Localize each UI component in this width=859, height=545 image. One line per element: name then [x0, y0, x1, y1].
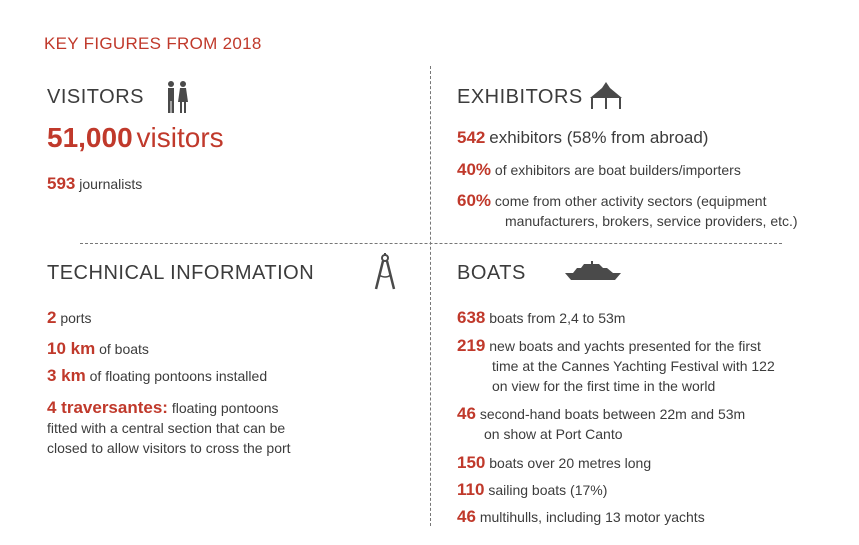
exhibitors-row-2 — [457, 160, 741, 180]
new-boats-label-a: new boats and yachts presented for the first — [489, 338, 761, 354]
sailing-boats-number: 110 — [457, 480, 485, 499]
visitors-main — [47, 122, 224, 153]
compass-icon — [373, 253, 397, 291]
boats-total-number: 638 — [457, 308, 486, 327]
technical-row-1 — [47, 308, 91, 328]
new-boats-label-b: time at the Cannes Yachting Festival with 122 — [492, 358, 775, 374]
exhibitors-other-label-a: come from other activity sectors (equipment — [494, 193, 767, 209]
exhibitors-other-pct: 60% — [457, 191, 492, 210]
exhibitors-builders-label: of exhibitors are boat builders/importers — [494, 162, 741, 178]
ports-number: 2 — [47, 308, 57, 327]
multihulls-label: multihulls, including 13 motor yachts — [479, 509, 705, 525]
secondhand-label-a: second-hand boats between 22m and 53m — [479, 406, 746, 422]
boats-km-label: of boats — [99, 341, 149, 357]
traversantes-label-b: fitted with a central section that can be — [47, 420, 286, 436]
traversantes-label-c: closed to allow visitors to cross the port — [47, 440, 291, 456]
technical-row-4 — [47, 398, 291, 458]
boats-row-2 — [457, 336, 775, 396]
traversantes-label-a: floating pontoons — [171, 400, 279, 416]
boats-km-number: 10 km — [47, 339, 96, 358]
exhibitors-other-label-b: manufacturers, brokers, service providers, etc.) — [505, 213, 798, 229]
exhibitors-title: EXHIBITORS — [457, 86, 583, 108]
journalists-number: 593 — [47, 174, 76, 193]
boats-total-label: boats from 2,4 to 53m — [489, 310, 626, 326]
technical-row-3 — [47, 366, 267, 386]
exhibitors-count: 542 — [457, 128, 486, 147]
visitors-label: visitors — [136, 122, 224, 153]
horizontal-divider — [80, 243, 782, 244]
pontoons-km-label: of floating pontoons installed — [89, 368, 268, 384]
multihulls-number: 46 — [457, 507, 476, 526]
boats-row-5 — [457, 480, 607, 500]
new-boats-number: 219 — [457, 336, 486, 355]
ports-label: ports — [60, 310, 92, 326]
pontoons-km-number: 3 km — [47, 366, 86, 385]
exhibitors-row-3 — [457, 191, 798, 231]
boats-row-6 — [457, 507, 705, 527]
secondhand-number: 46 — [457, 404, 476, 423]
exhibitors-builders-pct: 40% — [457, 160, 492, 179]
sailing-boats-label: sailing boats (17%) — [488, 482, 608, 498]
boats-row-1 — [457, 308, 625, 328]
visitors-title: VISITORS — [47, 86, 144, 108]
secondhand-label-b: on show at Port Canto — [484, 426, 623, 442]
journalists-label: journalists — [79, 176, 143, 192]
new-boats-label-c: on view for the first time in the world — [492, 378, 716, 394]
boats-row-4 — [457, 453, 651, 473]
vertical-divider — [430, 66, 431, 526]
tent-icon — [588, 82, 624, 110]
journalists-row — [47, 174, 142, 194]
exhibitors-row-1 — [457, 128, 708, 148]
page-title: KEY FIGURES FROM 2018 — [44, 34, 262, 53]
technical-row-2 — [47, 339, 149, 359]
large-boats-number: 150 — [457, 453, 486, 472]
yacht-icon — [563, 261, 623, 281]
boats-row-3 — [457, 404, 745, 444]
technical-title: TECHNICAL INFORMATION — [47, 262, 315, 284]
large-boats-label: boats over 20 metres long — [489, 455, 652, 471]
boats-title: BOATS — [457, 262, 526, 284]
exhibitors-count-label: exhibitors (58% from abroad) — [489, 128, 709, 147]
couple-icon — [163, 80, 191, 114]
visitors-number: 51,000 — [47, 122, 133, 153]
traversantes-number: 4 traversantes: — [47, 398, 168, 417]
